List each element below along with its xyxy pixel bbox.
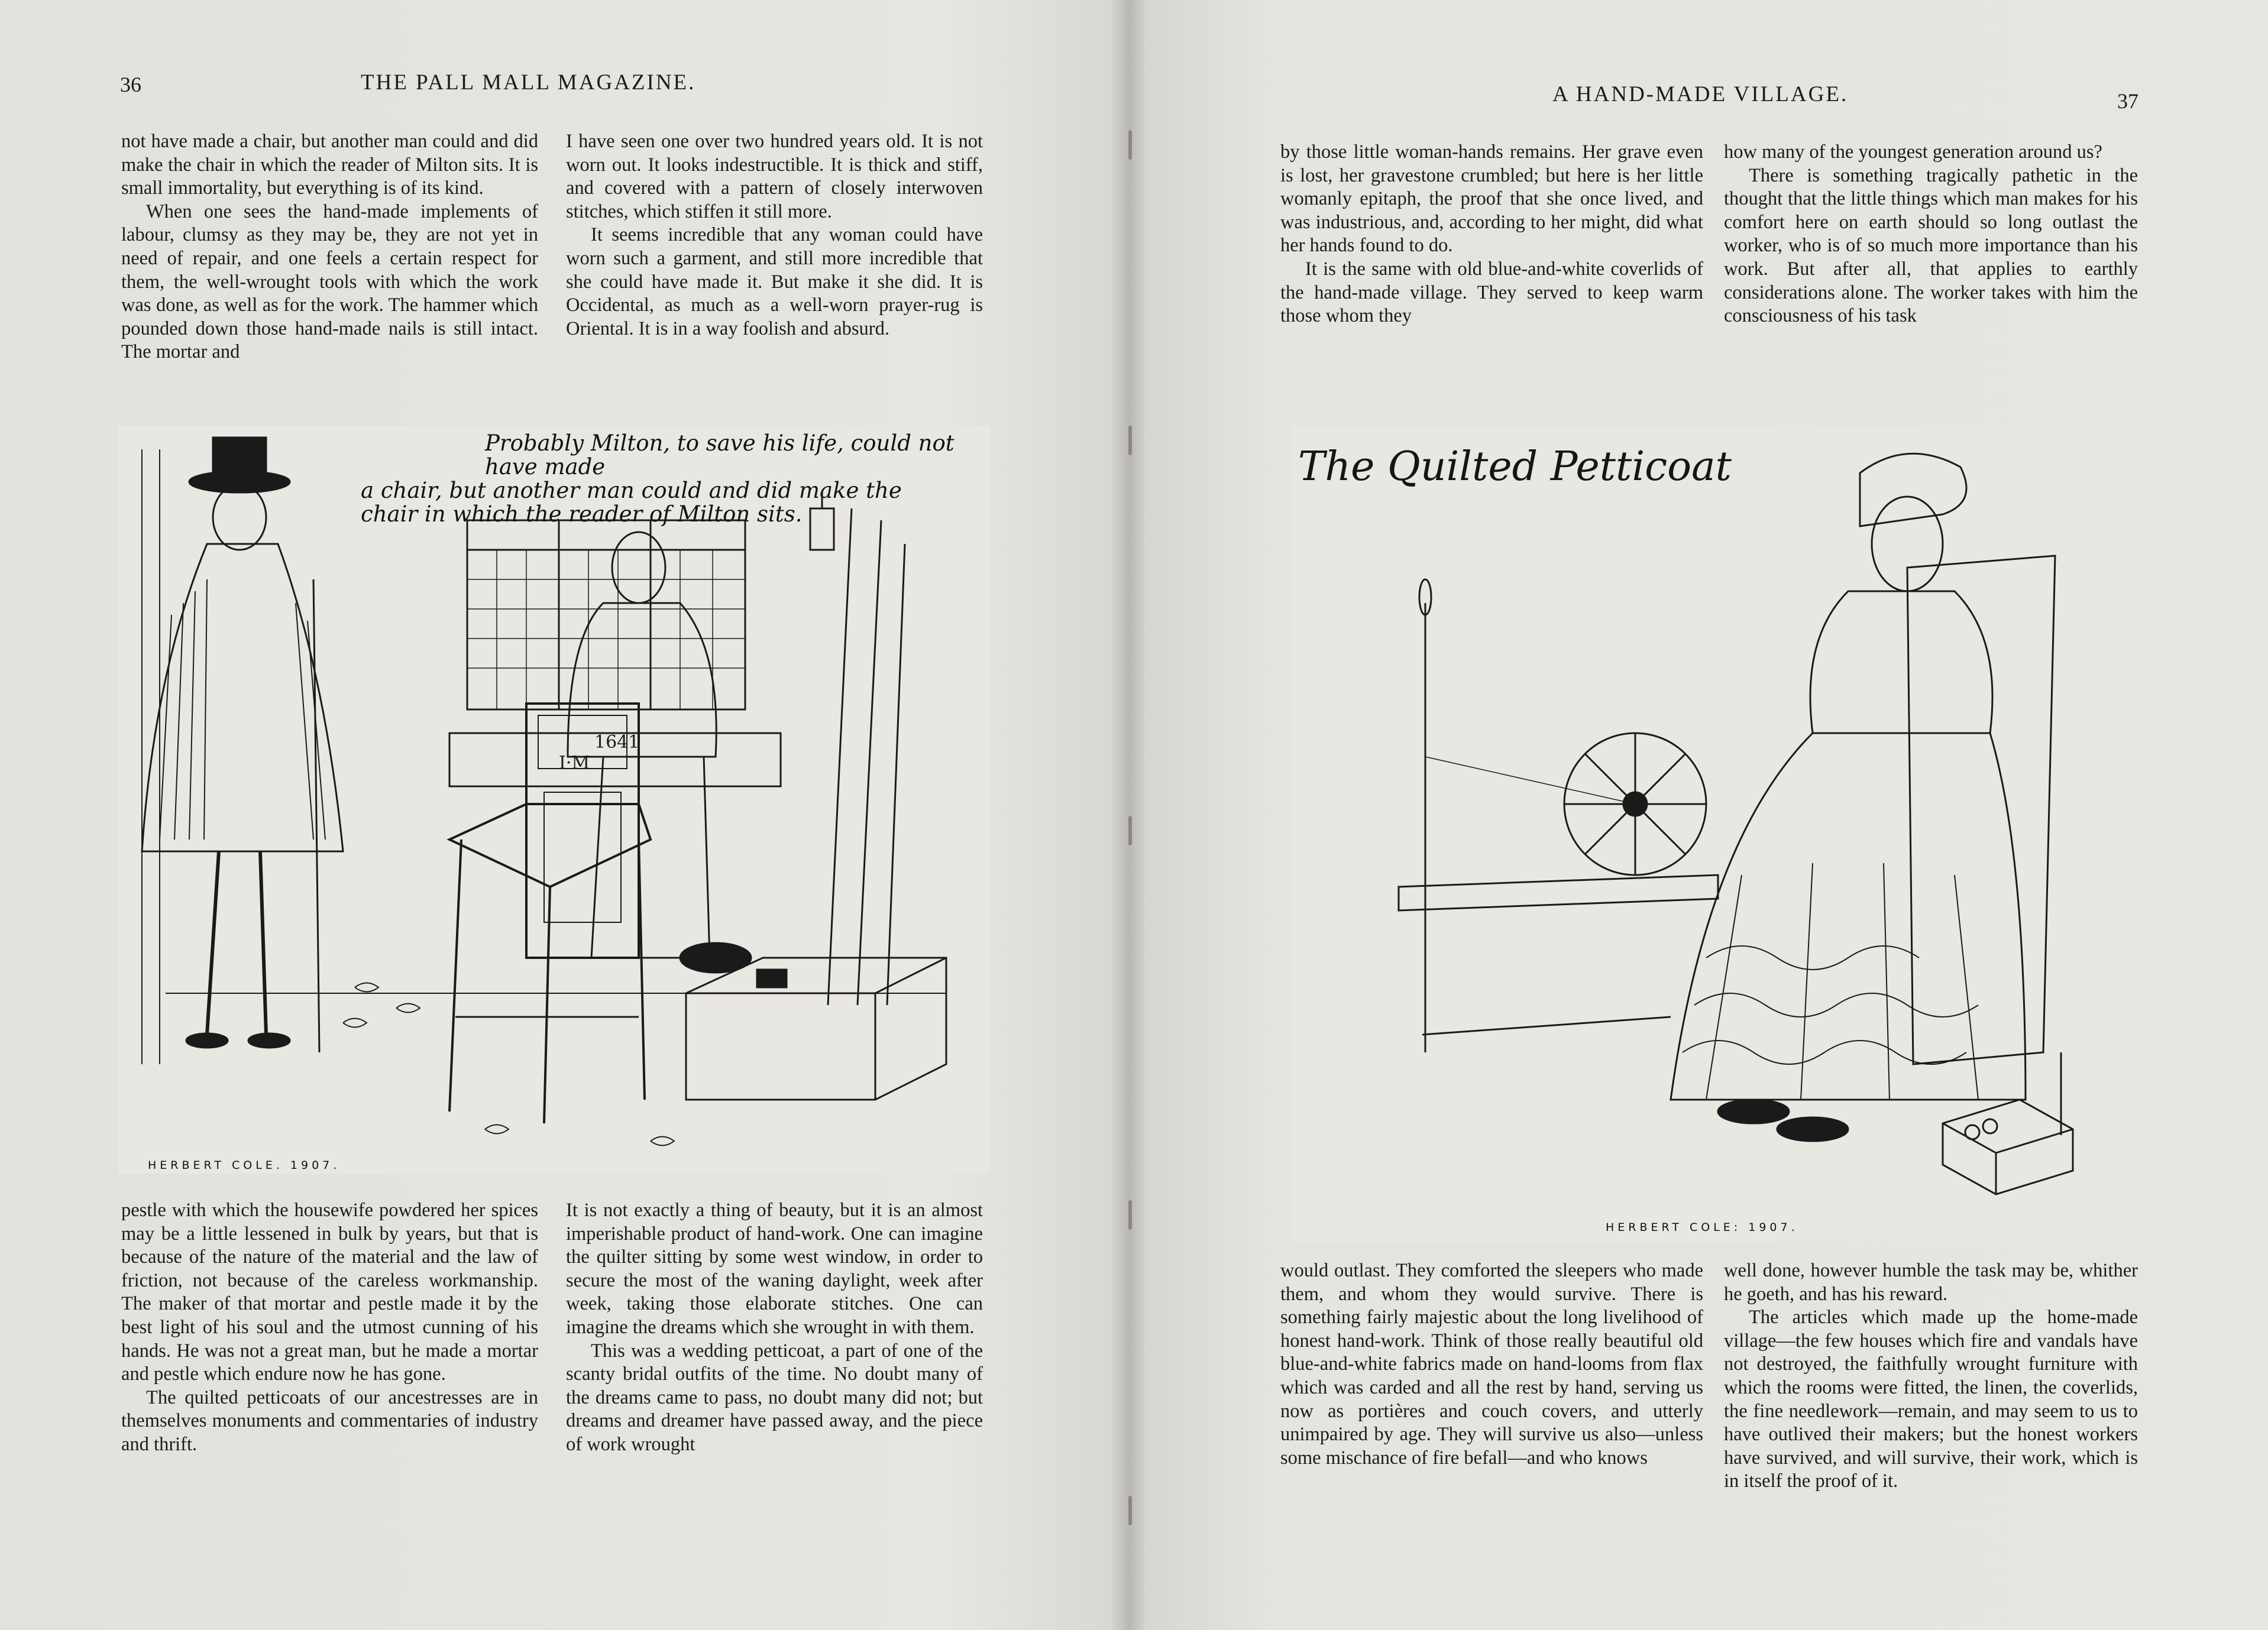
paragraph: The articles which made up the home-made village—the few houses which fire and vandals have not destroyed, the faithfully wrought furniture with which the rooms were fitted, the linen, the coverlids, the fine needlework—remain, and may seem to us to have outlived their makers; but the honest workers have survived, and will survive, their work, which is in itself the proof of it. xyxy=(1724,1307,2138,1492)
window xyxy=(467,520,745,709)
paragraph: by those little woman-hands remains. Her grave even is lost, her gravestone crumbled; but here is her little womanly epitaph, the proof that she once lived, and was industrious, and, according to her might, did what her hands found to do. xyxy=(1280,141,1703,257)
left-page xyxy=(0,0,1121,1630)
gentleman-figure xyxy=(142,438,343,1052)
column-bottom-left xyxy=(121,1199,538,1457)
paragraph: well done, however humble the task may be, whither he goeth, and has his reward. xyxy=(1724,1260,2138,1305)
chair-initials: I·M xyxy=(559,753,590,773)
illustration-quilted-petticoat xyxy=(1292,426,2102,1242)
caption-line: a chair, but another man could and did make the xyxy=(361,478,902,503)
carved-chest xyxy=(686,958,946,1100)
column-bottom-right xyxy=(1724,1259,2138,1493)
artist-signature: HERBERT COLE: 1907. xyxy=(1606,1221,1798,1234)
column-top-right xyxy=(566,130,983,341)
right-page xyxy=(1144,0,2268,1630)
running-head: A HAND-MADE VILLAGE. xyxy=(1552,82,1849,106)
quilting-woman-drawing xyxy=(1292,426,2102,1242)
paragraph: The quilted petticoats of our ancestresses are in themselves monuments and commentaries of industry and thrift. xyxy=(121,1386,538,1455)
column-bottom-left xyxy=(1280,1259,1703,1470)
binding-stitch xyxy=(1128,1496,1132,1525)
woman-figure xyxy=(1671,453,2026,1141)
paragraph: would outlast. They comforted the sleepers who made them, and whom they would survive. There is something fairly majestic about the long livelihood of honest hand-work. Think of those really beautiful old blue-and-white fabrics made on hand-looms from flax which was carded and all the rest by hand, serving us now as portières and couch covers, and utterly unimpaired by age. They will survive us also—unless some mischance of fire befall—and who knows xyxy=(1280,1260,1703,1469)
paragraph: how many of the youngest generation around us? xyxy=(1724,141,2102,163)
paragraph: It is not exactly a thing of beauty, but it is an almost imperishable product of hand-work. One can imagine the quilter sitting by some west window, in order to secure the most of the waning daylight, week after week, taking those elaborate stitches. One can imagine the dreams which she wrought in with them. xyxy=(566,1200,983,1338)
column-top-left xyxy=(121,130,538,364)
binding-stitch xyxy=(1128,426,1132,455)
paragraph: There is something tragically pathetic in the thought that the little things which man makes for his comfort here on earth should so long outlast the worker, who is of so much more importance than his work. But after all, that applies to earthly considerations alone. The worker takes with him the consciousness of his task xyxy=(1724,164,2138,327)
caption-line: Probably Milton, to save his life, could not have made xyxy=(485,430,955,479)
column-top-left xyxy=(1280,141,1703,328)
column-bottom-right xyxy=(566,1199,983,1457)
sewing-box xyxy=(1943,1100,2073,1194)
paragraph: This was a wedding petticoat, a part of one of the scanty bridal outfits of the time. No doubt many of the dreams came to pass, no doubt many did not; but dreams and dreamer have passed away, and the piece of work wrought xyxy=(566,1340,983,1455)
binding-stitch xyxy=(1128,130,1132,160)
paragraph: I have seen one over two hundred years old. It is not worn out. It looks indestructible. It is thick and stiff, and covered with a pattern of closely interwoven stitches, which stiffen it still more. xyxy=(566,131,983,222)
running-head: THE PALL MALL MAGAZINE. xyxy=(361,70,696,95)
caption-line: chair in which the reader of Milton sits. xyxy=(361,501,803,527)
chair-date: 1641 xyxy=(594,732,640,753)
paragraph: It seems incredible that any woman could have worn such a garment, and still more incredible that she could have made it. But make it she did. It is Occidental, as much as a well-worn prayer-rug is Oriental. It is in a way foolish and absurd. xyxy=(566,224,983,339)
paragraph: pestle with which the housewife powdered her spices may be a little lessened in bulk by years, but that is because of the nature of the material and the law of friction, not because of the careless workmanship. The maker of that mortar and pestle made it by the best light of his soul and the utmost cunning of his hands. He was not a great man, but he made a mortar and pestle which endure now he has gone. xyxy=(121,1200,538,1385)
carved-chair xyxy=(449,704,651,1123)
illustration-workshop xyxy=(118,426,991,1174)
column-top-right xyxy=(1724,141,2138,328)
artist-signature: HERBERT COLE. 1907. xyxy=(148,1159,341,1172)
lantern xyxy=(810,508,834,550)
paragraph: When one sees the hand-made implements of labour, clumsy as they may be, they are not yet in need of repair, and one feels a certain respect for them, the well-wrought tools with which the work was done, as well as for the work. The hammer which pounded down those hand-made nails is still intact. The mortar and xyxy=(121,200,538,363)
binding-stitch xyxy=(1128,816,1132,845)
binding-stitch xyxy=(1128,1200,1132,1230)
page-number: 37 xyxy=(2117,89,2138,113)
illustration-title: The Quilted Petticoat xyxy=(1298,443,1732,490)
workshop-drawing xyxy=(118,426,991,1174)
paragraph: It is the same with old blue-and-white coverlids of the hand-made village. They served to keep warm those whom they xyxy=(1280,258,1703,327)
paragraph: not have made a chair, but another man could and did make the chair in which the reader of Milton sits. It is small immortality, but everything is of its kind. xyxy=(121,131,538,199)
spinning-wheel xyxy=(1399,579,1718,1052)
page-number: 36 xyxy=(120,73,141,96)
